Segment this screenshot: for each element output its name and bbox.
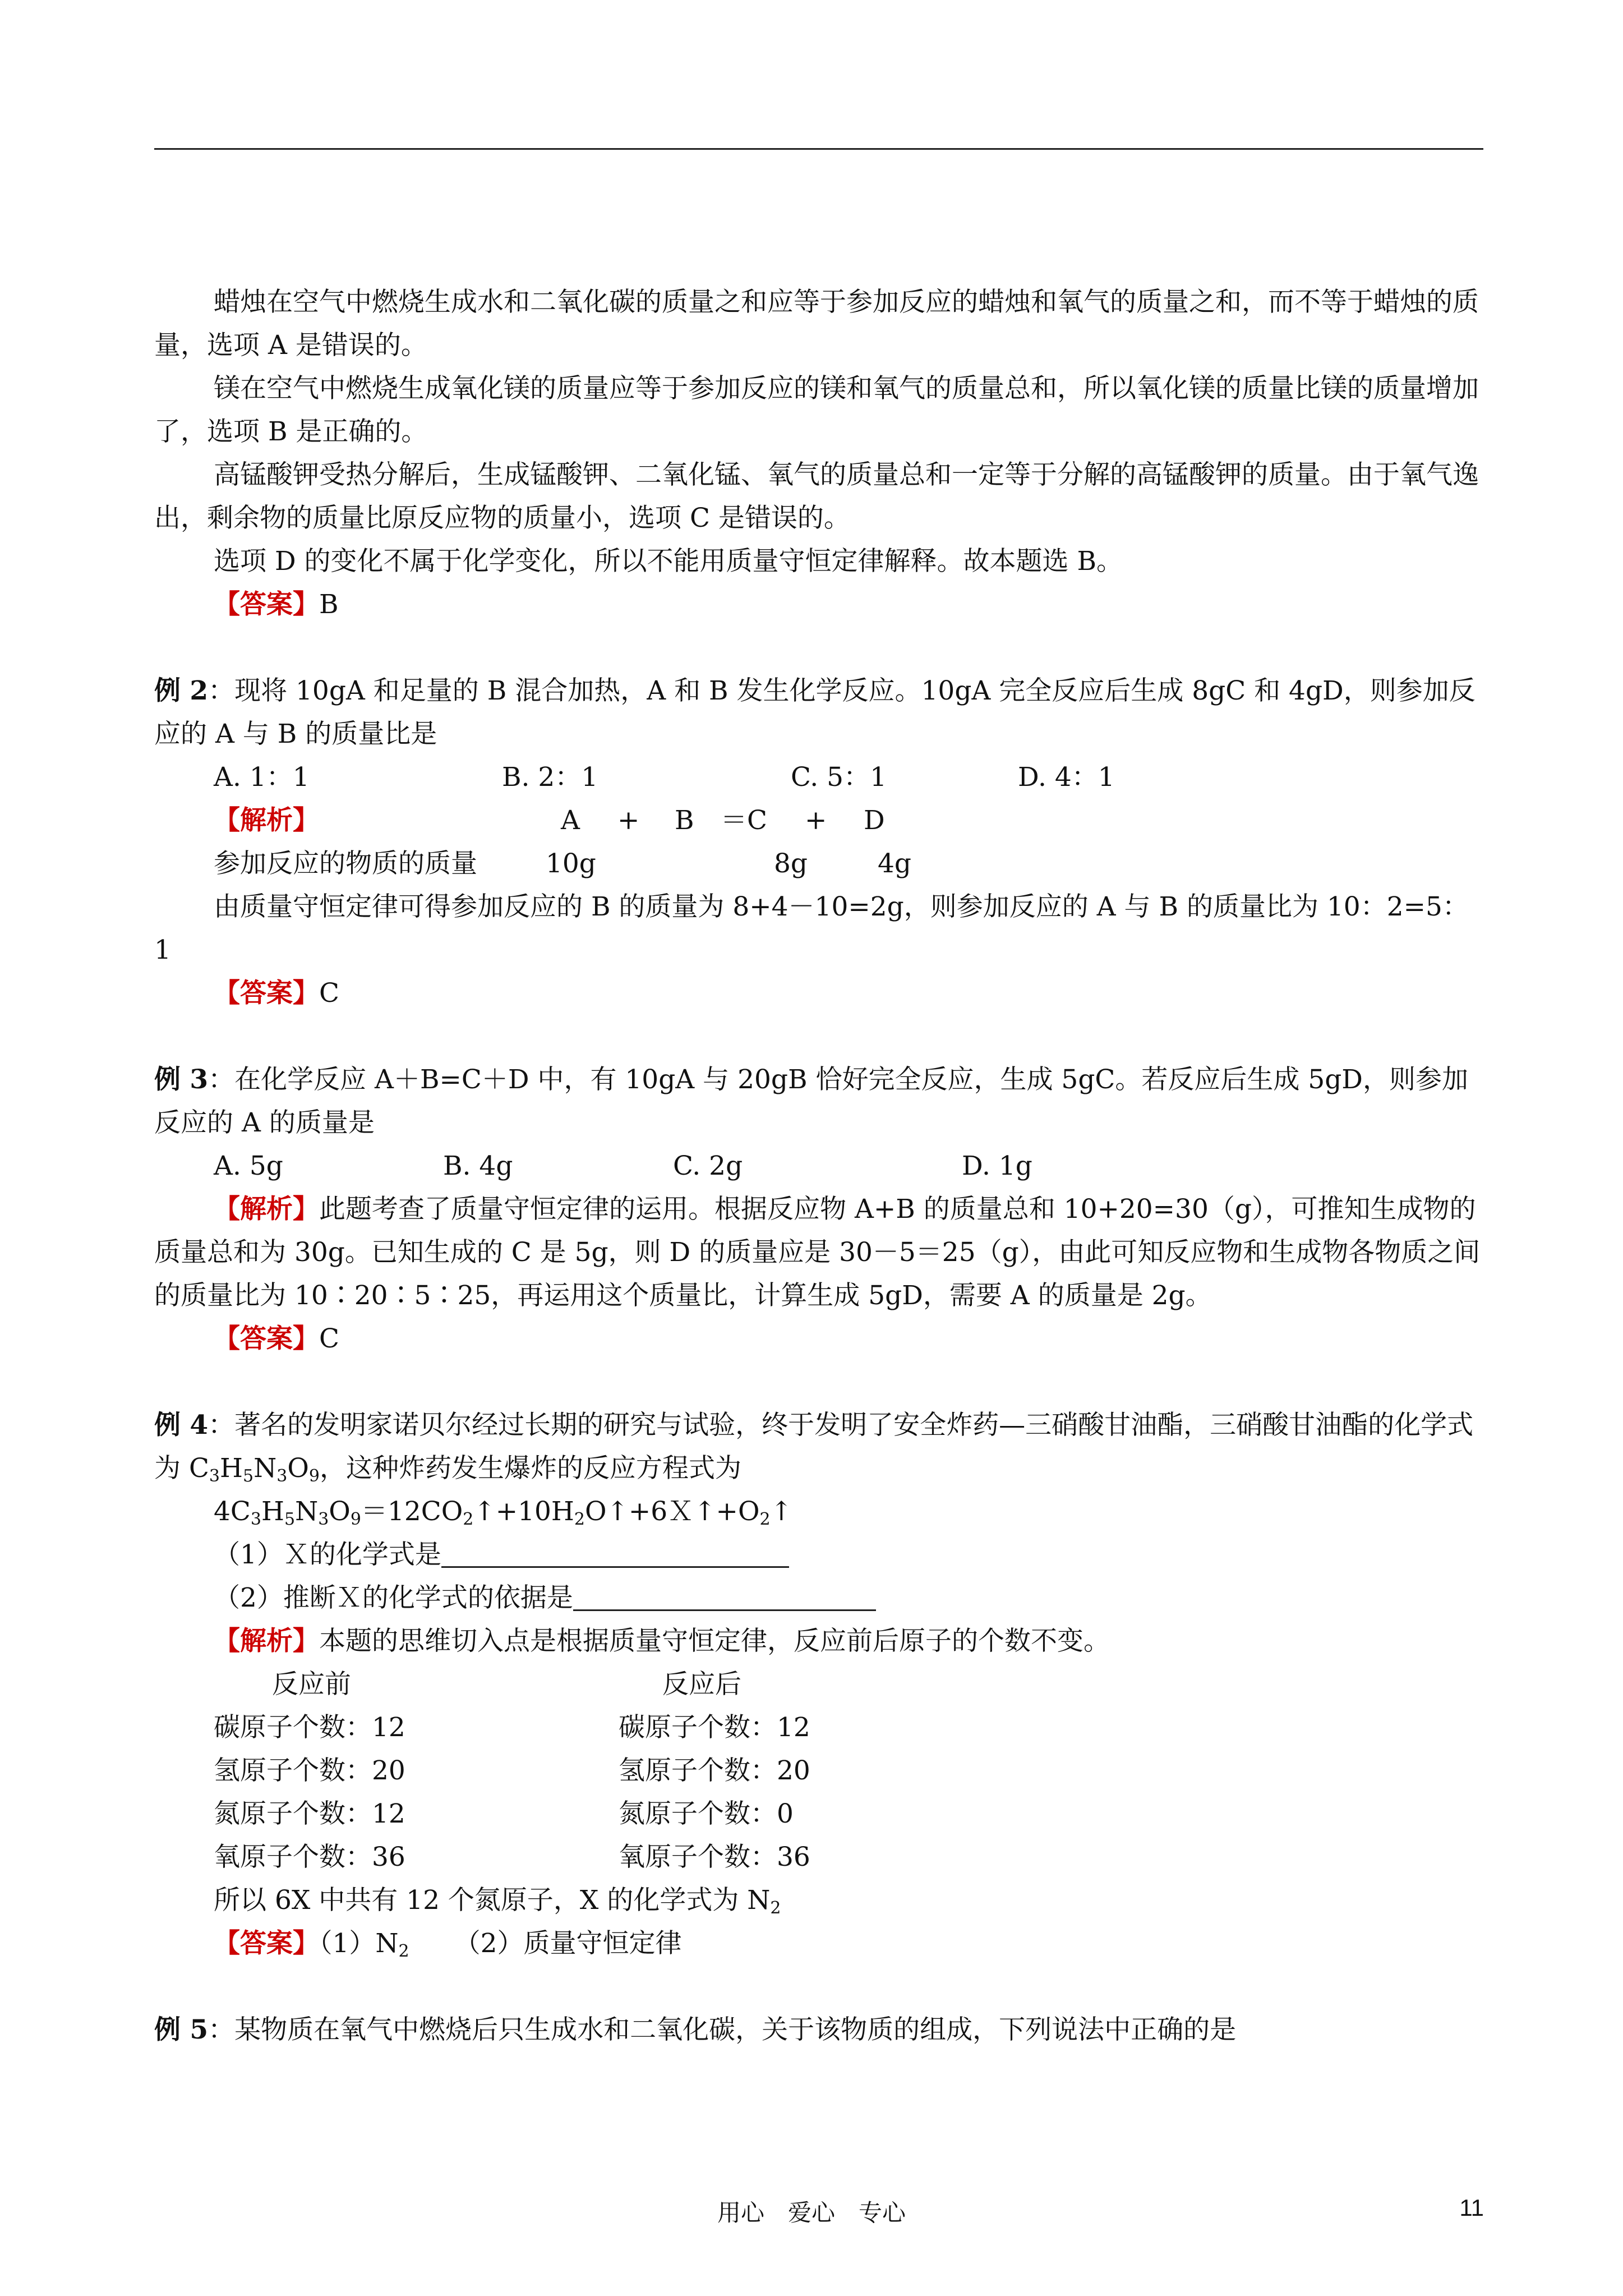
paragraph: 由质量守恒定律可得参加反应的 B 的质量为 8+4－10=2g，则参加反应的 A 与 B 的质量比为 10：2=5：1 xyxy=(154,891,1469,965)
atom-table-header: 反应前 反应后 xyxy=(272,1669,741,1700)
paragraph: 高锰酸钾受热分解后，生成锰酸钾、二氧化锰、氧气的质量总和一定等于分解的高锰酸钾的质量。由于氧气逸出，剩余物的质量比原反应物的质量小，选项 C 是错误的。 xyxy=(154,459,1479,533)
atom-row: 氢原子个数：20 氢原子个数：20 xyxy=(214,1755,810,1786)
analysis-paragraph: 【解析】本题的思维切入点是根据质量守恒定律，反应前后原子的个数不变。 xyxy=(214,1626,1110,1657)
example-label: 例 5 xyxy=(154,2014,209,2045)
example-label: 例 2 xyxy=(154,675,209,706)
atom-row: 氧原子个数：36 氧原子个数：36 xyxy=(214,1842,810,1872)
atom-row: 氮原子个数：12 氮原子个数：0 xyxy=(214,1798,794,1829)
option: B. 2：1 xyxy=(502,762,598,793)
footer-slogan: 用心 爱心 专心 xyxy=(717,2199,906,2226)
option: A. 1：1 xyxy=(214,762,310,793)
sub-question: （2）推断Ｘ的化学式的依据是 xyxy=(154,1576,1483,1619)
option: C. 2g xyxy=(673,1151,743,1181)
sub-question: （1）Ｘ的化学式是 xyxy=(154,1533,1483,1576)
reaction-equation: $4C_3H_5N_3O_9=12CO_2↑+10H_2O↑+6X↑+O_2↑$ xyxy=(214,1496,792,1529)
option: B. 4g xyxy=(443,1151,513,1181)
example-3-question: 例 3：在化学反应 A＋B=C＋D 中，有 10gA 与 20gB 恰好完全反应，生成 5gC。若反应后生成 5gD，则参加反应的 A 的质量是 xyxy=(154,1064,1468,1138)
mass-row: 参加反应的物质的质量 10g 8g 4g xyxy=(214,848,911,879)
paragraph: 蜡烛在空气中燃烧生成水和二氧化碳的质量之和应等于参加反应的蜡烛和氧气的质量之和，而不等于蜡烛的质量，选项 A 是错误的。 xyxy=(154,287,1479,361)
atom-row: 碳原子个数：12 碳原子个数：12 xyxy=(214,1712,810,1743)
options-row xyxy=(154,1144,1483,1188)
page-number: 11 xyxy=(1459,2194,1484,2221)
answer-value: B xyxy=(319,589,339,620)
option: A. 5g xyxy=(214,1151,283,1181)
paragraph: 选项 D 的变化不属于化学变化，所以不能用质量守恒定律解释。故本题选 B。 xyxy=(214,546,1123,577)
header-rule xyxy=(154,148,1483,150)
option: D. 4：1 xyxy=(1018,762,1115,793)
page-body xyxy=(154,280,1483,2051)
example-label: 例 4 xyxy=(154,1410,209,1441)
answer-blank[interactable] xyxy=(573,1581,876,1611)
example-label: 例 3 xyxy=(154,1064,209,1095)
example-5-question: 例 5：某物质在氧气中燃烧后只生成水和二氧化碳，关于该物质的组成，下列说法中正确的是 xyxy=(154,2014,1237,2045)
answer-line: 【答案】$(1)N_2$ （2）质量守恒定律 xyxy=(214,1928,682,1961)
option: C. 5：1 xyxy=(791,762,887,793)
answer-line: 【答案】C xyxy=(214,1323,339,1354)
conclusion: 所以 6X 中共有 12 个氮原子，X 的化学式为 $N_2$ xyxy=(214,1885,781,1918)
example-2-question: 例 2：现将 10gA 和足量的 B 混合加热，A 和 B 发生化学反应。10gA 完全反应后生成 8gC 和 4gD，则参加反应的 A 与 B 的质量比是 xyxy=(154,675,1476,749)
analysis-label: 【解析】 xyxy=(214,805,319,836)
answer-line xyxy=(154,583,1483,626)
analysis-paragraph: 【解析】此题考查了质量守恒定律的运用。根据反应物 A+B 的质量总和 10+20=30（g），可推知生成物的质量总和为 30g。已知生成的 C 是 5g，则 D 的质量应是 30－5＝25（g），由此可知反应物和生成物各物质之间的质量比为 10∶20∶5∶25，再运用这个质量比，计算生成 5gD，需要 A 的质量是 2g。 xyxy=(154,1194,1481,1311)
paragraph: 镁在空气中燃烧生成氧化镁的质量应等于参加反应的镁和氧气的质量总和，所以氧化镁的质量比镁的质量增加了，选项 B 是正确的。 xyxy=(154,373,1479,447)
option: D. 1g xyxy=(962,1151,1032,1181)
options-row xyxy=(154,756,1483,799)
equation-row: 【解析】 A + B ＝C + D xyxy=(154,799,1483,842)
answer-label: 【答案】 xyxy=(214,589,319,620)
example-4-question: 例 4：著名的发明家诺贝尔经过长期的研究与试验，终于发明了安全炸药—三硝酸甘油酯，三硝酸甘油酯的化学式为 $C_3H_5N_3O_9$，这种炸药发生爆炸的反应方程式为 xyxy=(154,1410,1474,1486)
answer-line: 【答案】C xyxy=(214,978,339,1009)
answer-blank[interactable] xyxy=(441,1538,789,1568)
